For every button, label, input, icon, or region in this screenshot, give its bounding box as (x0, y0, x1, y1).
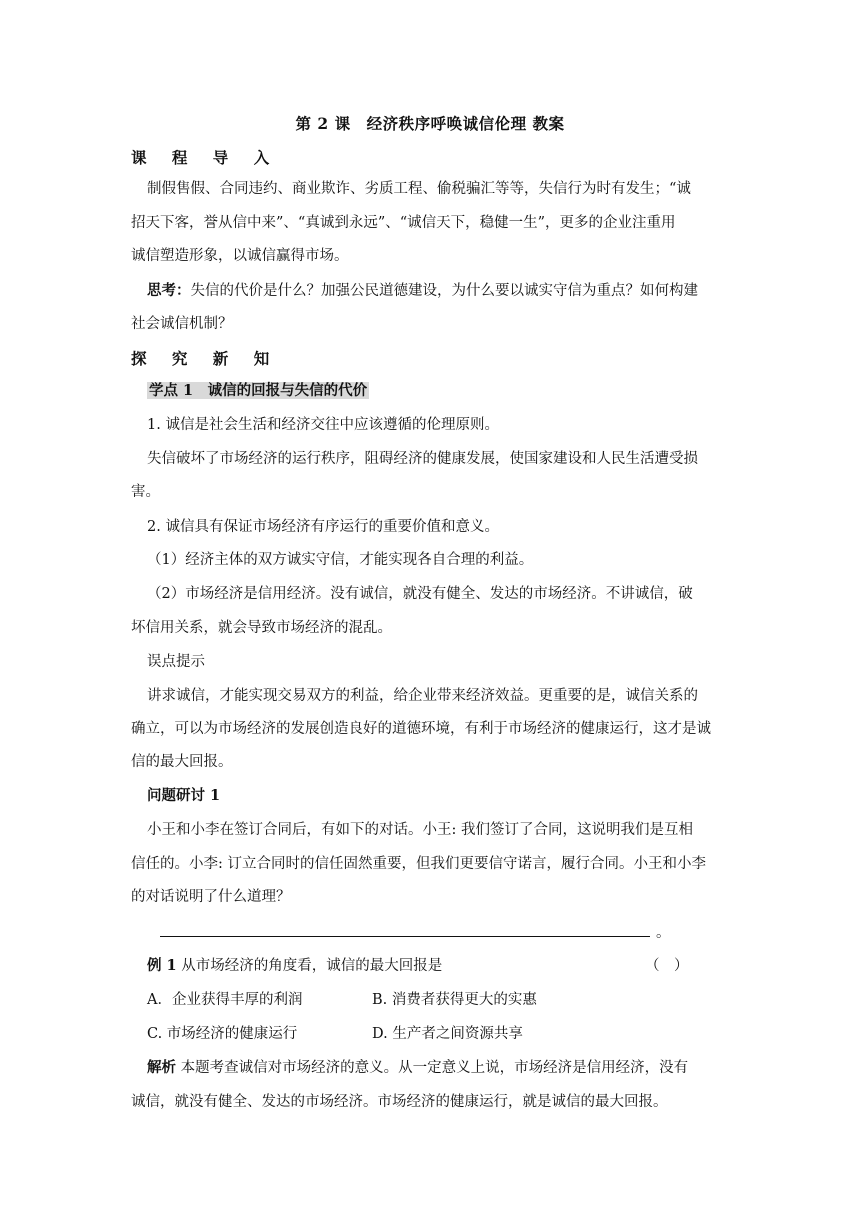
question-line-2: 信任的。小李: 订立合同时的信任固然重要，但我们更要信守诺言，履行合同。小王和小李 (131, 856, 706, 872)
question-label: 问题研讨 1 (147, 787, 221, 804)
section-heading-explore: 探 究 新 知 (131, 349, 280, 368)
point1-line-5a: （2）市场经济是信用经济。没有诚信，就没有健全、发达的市场经济。不讲诚信，破 (147, 586, 693, 602)
analysis-label: 解析 (147, 1059, 176, 1076)
think-label: 思考： (147, 282, 191, 299)
tip-line-3: 信的最大回报。 (131, 754, 233, 770)
point1-line-2b: 害。 (131, 484, 160, 500)
example-answer-paren: （ ） (645, 958, 689, 974)
example-line (147, 956, 442, 976)
analysis-line-1 (147, 1058, 688, 1078)
intro-line-3: 诚信塑造形象，以诚信赢得市场。 (131, 248, 349, 264)
analysis-text: 本题考查诚信对市场经济的意义。从一定意义上说，市场经济是信用经济，没有 (180, 1060, 689, 1076)
point1-line-3: 2. 诚信具有保证市场经济有序运行的重要价值和意义。 (147, 519, 499, 535)
tip-label: 误点提示 (147, 654, 205, 670)
think-line-1 (147, 281, 698, 301)
page-title: 第 2 课 经济秩序呼唤诚信伦理 教案 (295, 114, 565, 133)
option-c: C. 市场经济的健康运行 (147, 1026, 298, 1042)
analysis-line-2: 诚信，就没有健全、发达的市场经济。市场经济的健康运行，就是诚信的最大回报。 (131, 1094, 668, 1110)
answer-blank[interactable] (160, 922, 650, 937)
think-line-2: 社会诚信机制？ (131, 316, 233, 332)
point1-line-4: （1）经济主体的双方诚实守信，才能实现各自合理的利益。 (147, 552, 534, 568)
tip-line-2: 确立，可以为市场经济的发展创造良好的道德环境，有利于市场经济的健康运行，这才是诚 (131, 721, 711, 737)
option-d: D. 生产者之间资源共享 (372, 1026, 523, 1042)
tip-line-1: 讲求诚信，才能实现交易双方的利益，给企业带来经济效益。更重要的是，诚信关系的 (147, 688, 698, 704)
question-line-3: 的对话说明了什么道理？ (131, 889, 291, 905)
example-question: 从市场经济的角度看，诚信的最大回报是 (181, 958, 443, 974)
example-label: 例 1 (147, 957, 177, 974)
point1-heading: 学点 1 诚信的回报与失信的代价 (149, 382, 368, 399)
point1-line-5b: 坏信用关系，就会导致市场经济的混乱。 (131, 620, 392, 636)
section-heading-intro: 课 程 导 入 (131, 148, 280, 167)
point1-heading-line (147, 381, 369, 401)
option-b: B. 消费者获得更大的实惠 (372, 992, 537, 1008)
point1-line-2a: 失信破坏了市场经济的运行秩序，阻碍经济的健康发展，使国家建设和人民生活遭受损 (147, 451, 698, 467)
point1-line-1: 1. 诚信是社会生活和经济交往中应该遵循的伦理原则。 (147, 417, 499, 433)
answer-blank-line (160, 922, 671, 943)
intro-line-1: 制假售假、合同违约、商业欺诈、劣质工程、偷税骗汇等等，失信行为时有发生；“诚 (147, 181, 691, 197)
think-text: 失信的代价是什么？加强公民道德建设，为什么要以诚实守信为重点？如何构建 (190, 283, 698, 299)
answer-blank-end: 。 (656, 925, 671, 941)
question-line-1: 小王和小李在签订合同后，有如下的对话。小王: 我们签订了合同，这说明我们是互相 (147, 822, 693, 838)
intro-line-2: 招天下客，誉从信中来”、“真诚到永远”、“诚信天下，稳健一生”，更多的企业注重用 (131, 215, 676, 231)
option-a: A．企业获得丰厚的利润 (147, 992, 303, 1008)
